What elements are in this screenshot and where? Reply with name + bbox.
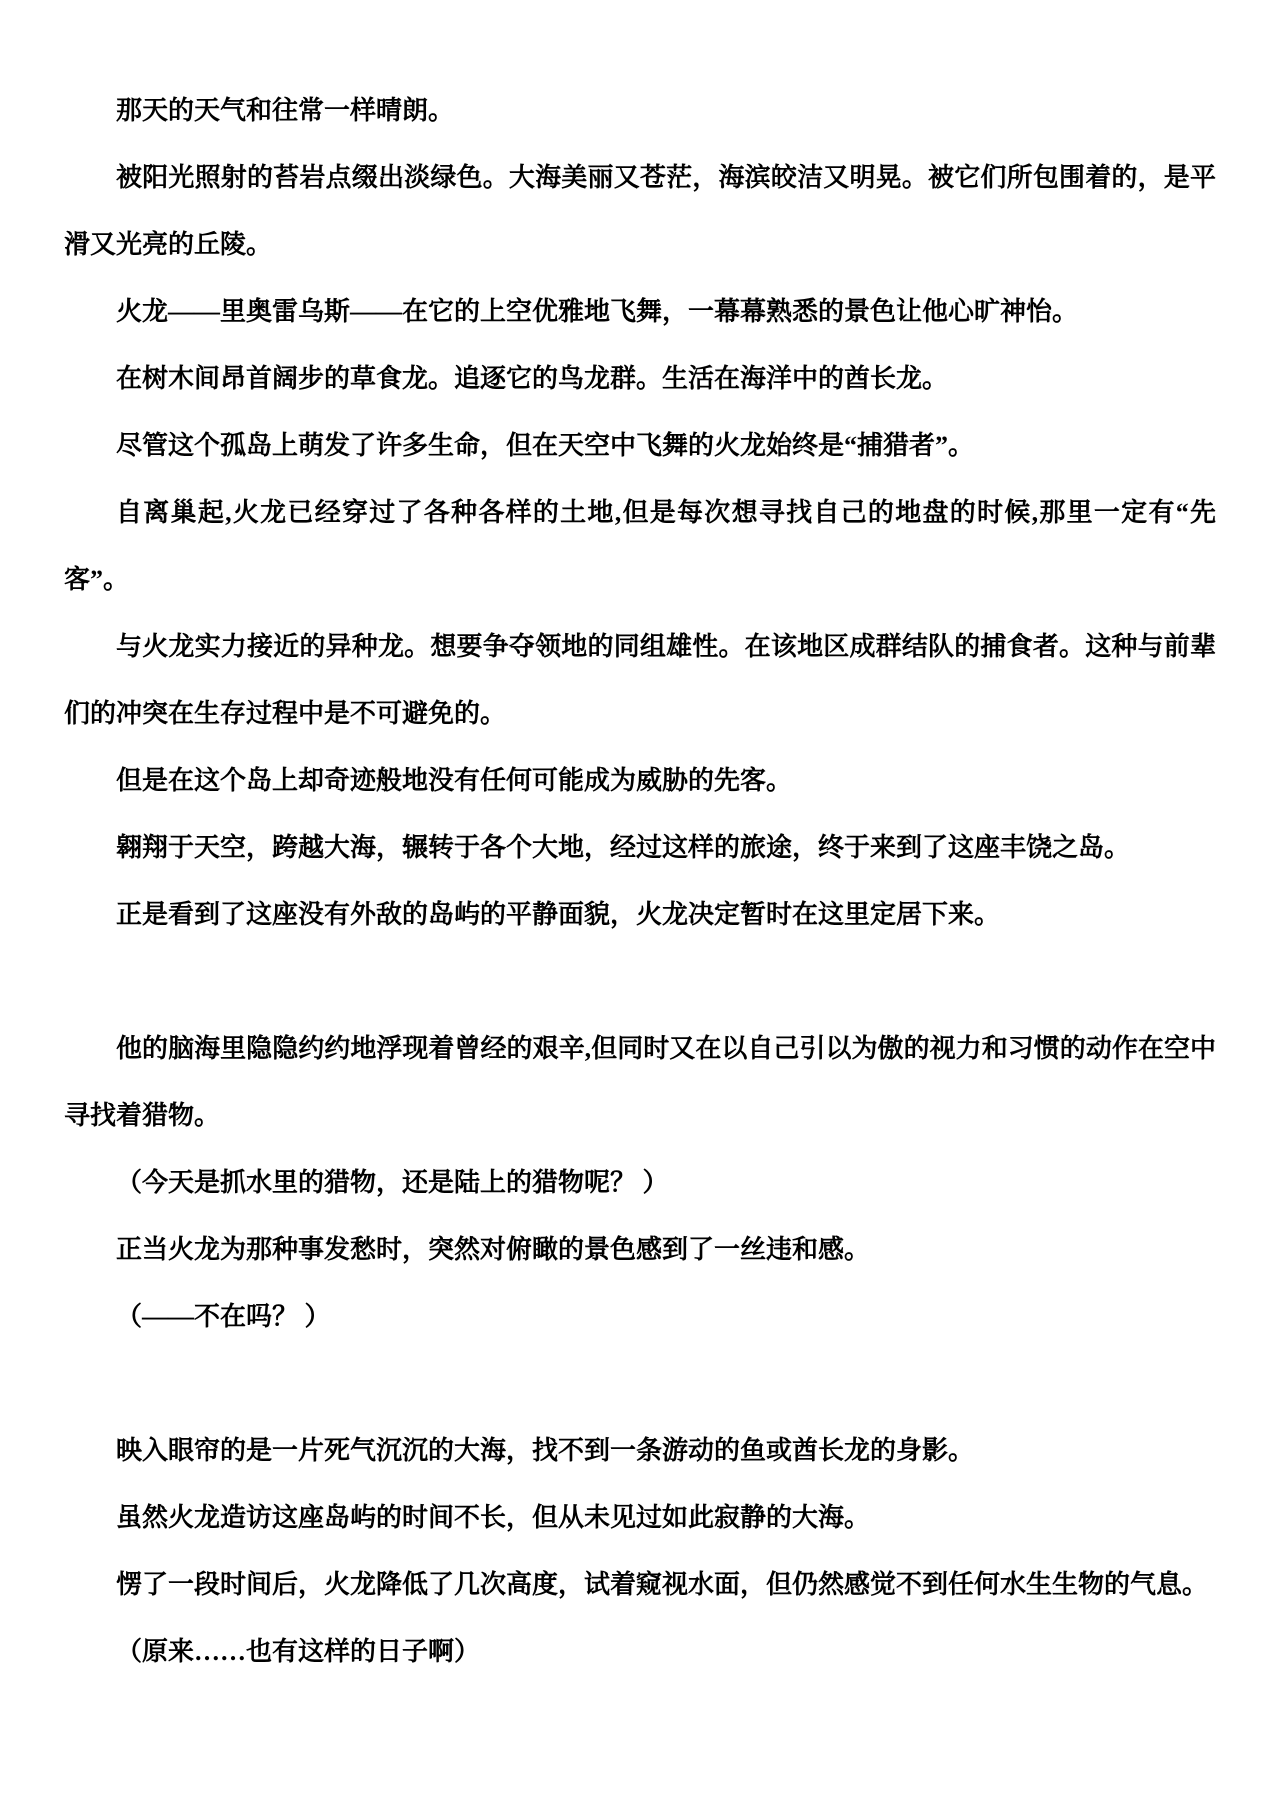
paragraph: 愣了一段时间后，火龙降低了几次高度，试着窥视水面，但仍然感觉不到任何水生生物的气息。 bbox=[116, 1570, 1209, 1599]
paragraph: 被阳光照射的苔岩点缀出淡绿色。大海美丽又苍茫，海滨皎洁又明晃。被它们所包围着的，是平滑又光亮的丘陵。 bbox=[64, 163, 1216, 259]
paragraph: （原来……也有这样的日子啊） bbox=[116, 1637, 481, 1666]
paragraph: 正当火龙为那种事发愁时，突然对俯瞰的景色感到了一丝违和感。 bbox=[116, 1235, 871, 1264]
paragraph: 自离巢起,火龙已经穿过了各种各样的土地,但是每次想寻找自己的地盘的时候,那里一定有“先客”。 bbox=[64, 498, 1216, 594]
blank-line bbox=[64, 948, 1216, 1015]
paragraph: 那天的天气和往常一样晴朗。 bbox=[116, 96, 455, 125]
paragraph: 映入眼帘的是一片死气沉沉的大海，找不到一条游动的鱼或酋长龙的身影。 bbox=[116, 1436, 975, 1465]
paragraph: 火龙——里奥雷乌斯——在它的上空优雅地飞舞，一幕幕熟悉的景色让他心旷神怡。 bbox=[116, 297, 1079, 326]
paragraph: 尽管这个孤岛上萌发了许多生命，但在天空中飞舞的火龙始终是“捕猎者”。 bbox=[116, 431, 975, 460]
paragraph: 但是在这个岛上却奇迹般地没有任何可能成为威胁的先客。 bbox=[116, 766, 793, 795]
blank-line bbox=[64, 1350, 1216, 1417]
text-body bbox=[64, 77, 1216, 1685]
paragraph: （——不在吗？ ） bbox=[116, 1302, 331, 1331]
paragraph: 在树木间昂首阔步的草食龙。追逐它的鸟龙群。生活在海洋中的酋长龙。 bbox=[116, 364, 949, 393]
paragraph: 与火龙实力接近的异种龙。想要争夺领地的同组雄性。在该地区成群结队的捕食者。这种与前辈们的冲突在生存过程中是不可避免的。 bbox=[64, 632, 1216, 728]
paragraph: 虽然火龙造访这座岛屿的时间不长，但从未见过如此寂静的大海。 bbox=[116, 1503, 871, 1532]
paragraph: 正是看到了这座没有外敌的岛屿的平静面貌，火龙决定暂时在这里定居下来。 bbox=[116, 900, 1001, 929]
paragraph: 他的脑海里隐隐约约地浮现着曾经的艰辛,但同时又在以自己引以为傲的视力和习惯的动作在空中寻找着猎物。 bbox=[64, 1034, 1216, 1130]
paragraph: 翱翔于天空，跨越大海，辗转于各个大地，经过这样的旅途，终于来到了这座丰饶之岛。 bbox=[116, 833, 1131, 862]
paragraph: （今天是抓水里的猎物，还是陆上的猎物呢？ ） bbox=[116, 1168, 669, 1197]
